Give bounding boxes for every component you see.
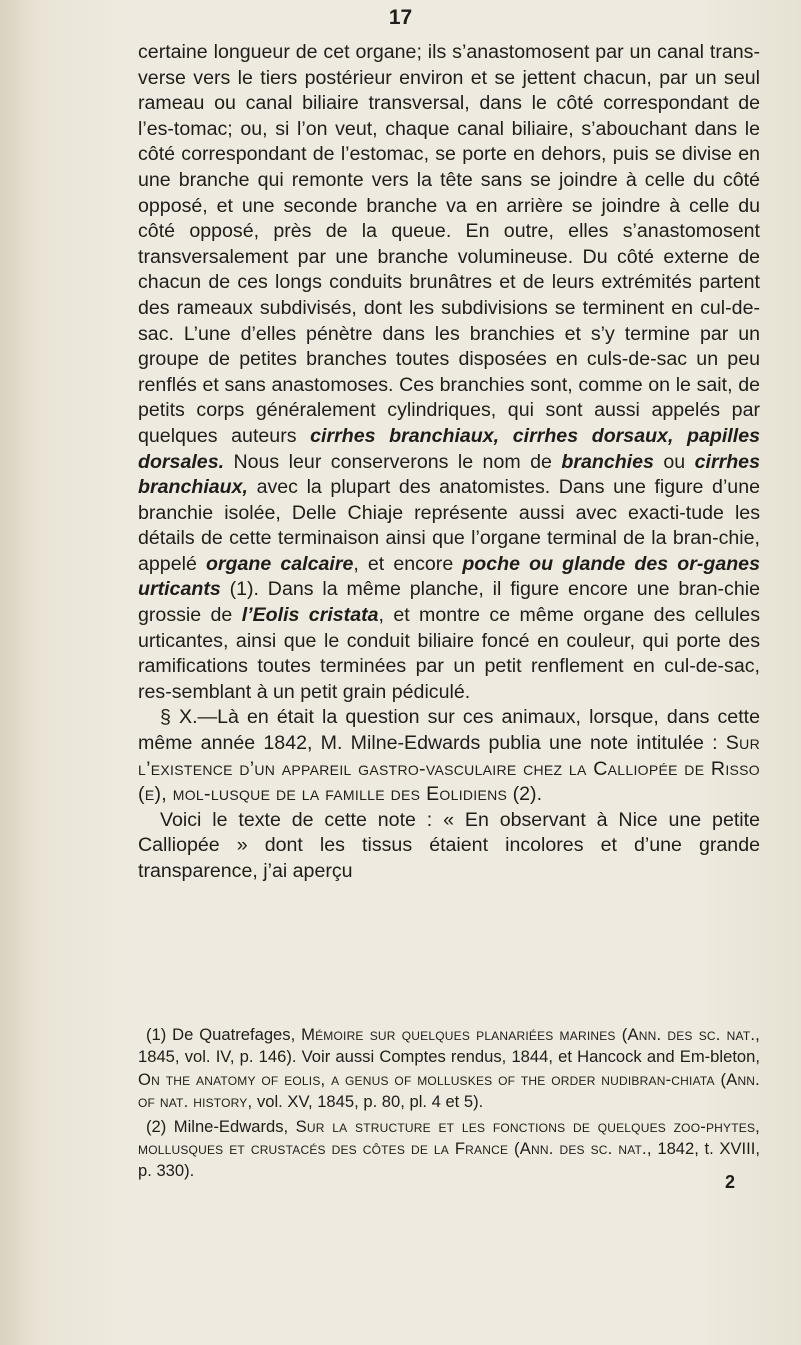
text-run: (2). xyxy=(507,783,543,806)
small-caps-title: Mémoire sur quelques planariées marines (Ann. des sc. nat., xyxy=(301,1025,760,1044)
text-run: certaine longueur de cet organe; ils s’anastomosent par un canal trans-verse vers le tiers postérieur environ et se jettent chacun, par un seul rameau ou canal biliaire transversal, dans le côté correspondant de l’es-tomac; ou, si l’on veut, chaque canal biliaire, s’abouchant dans le côté correspondant de l’estomac, se porte en dehors, puis se divise en une branche qui remonte vers la tête sans se joindre à celle du côté opposé, et une seconde branche va en arrière se joindre à celle du côté opposé, près de la queue. En outre, elles s’anastomosent transversalement par une branche volumineuse. Du côté externe de chacun de ces longs conduits brunâtres et de leurs extrémités partent des rameaux subdivisés, dont les subdivisions se terminent en cul-de-sac. L’une d’elles pénètre dans les branchies et s’y termine par un groupe de petites branches toutes disposées en culs-de-sac un peu renflés et sans anastomoses. Ces branchies sont, comme on le sait, de petits corps généralement cylindriques, qui sont aussi appelés par quelques auteurs xyxy=(138,41,760,447)
text-run: avec la plupart des anatomistes. Dans une figure d’une branchie isolée, Delle Chiaje représente aussi avec exacti-tude les détails de cette terminaison ainsi que l’organe terminal de la bran-chie, appelé xyxy=(138,476,760,575)
italic-term: organe calcaire xyxy=(205,552,354,575)
text-run: , et encore xyxy=(353,552,463,575)
italic-term: poche ou glande des or-ganes urticants xyxy=(138,552,760,601)
small-caps-title: Sur l’existence d’un appareil gastro-vasculaire chez la Calliopée de Risso (e), mol-lusque de la famille des Eolidiens xyxy=(138,732,760,806)
footnote-1 xyxy=(138,1024,760,1114)
text-run: Voici le texte de cette note : « En observant à Nice une petite Calliopée » dont les tissus étaient incolores et d’une grande transparence, j’ai aperçu xyxy=(138,808,760,882)
main-text xyxy=(138,40,760,885)
footnotes xyxy=(138,1024,760,1185)
text-run: § X.—Là en était la question sur ces animaux, lorsque, dans cette même année 1842, M. Milne-Edwards publia une note intitulée : xyxy=(138,706,760,755)
text-run: 1845, vol. IV, p. 146). Voir aussi Comptes rendus, 1844, et Hancock and Em-bleton, xyxy=(138,1047,760,1067)
italic-term: cirrhes branchiaux, xyxy=(138,450,760,499)
text-run: Nous leur conserverons le nom de xyxy=(224,450,562,473)
text-run: (2) Milne-Edwards, xyxy=(146,1116,296,1136)
paragraph-anatomy xyxy=(138,40,760,705)
text-run: (1). Dans la même planche, il figure encore une bran-chie grossie de xyxy=(138,578,760,627)
paragraph-section-x xyxy=(138,705,760,807)
italic-term: l’Eolis cristata xyxy=(241,604,379,627)
text-run: ou xyxy=(653,450,695,473)
small-caps-title: On the anatomy of eolis, a genus of molluskes of the order nudibran-chiata (Ann. of nat. history, xyxy=(138,1069,760,1112)
text-run: 1842, t. XVIII, p. 330). xyxy=(138,1139,760,1181)
paragraph-quote xyxy=(138,808,760,885)
text-run: (1) De Quatrefages, xyxy=(146,1025,302,1044)
text-run: vol. XV, 1845, p. 80, pl. 4 et 5). xyxy=(252,1092,484,1112)
small-caps-title: Sur la structure et les fonctions de quelques zoo-phytes, mollusques et crustacés des côtes de la France (Ann. des sc. nat., xyxy=(138,1116,760,1159)
signature-mark: 2 xyxy=(725,1172,736,1192)
page-number: 17 xyxy=(388,6,413,29)
footnote-2 xyxy=(138,1116,760,1183)
italic-term: branchies xyxy=(561,450,654,473)
italic-term: cirrhes branchiaux, cirrhes dorsaux, papilles dorsales. xyxy=(138,424,760,473)
text-run: , et montre ce même organe des cellules urticantes, ainsi que le conduit biliaire foncé en couleur, qui porte des ramifications toutes terminées par un petit renflement en cul-de-sac, res-semblant à un petit grain pédiculé. xyxy=(138,604,760,703)
